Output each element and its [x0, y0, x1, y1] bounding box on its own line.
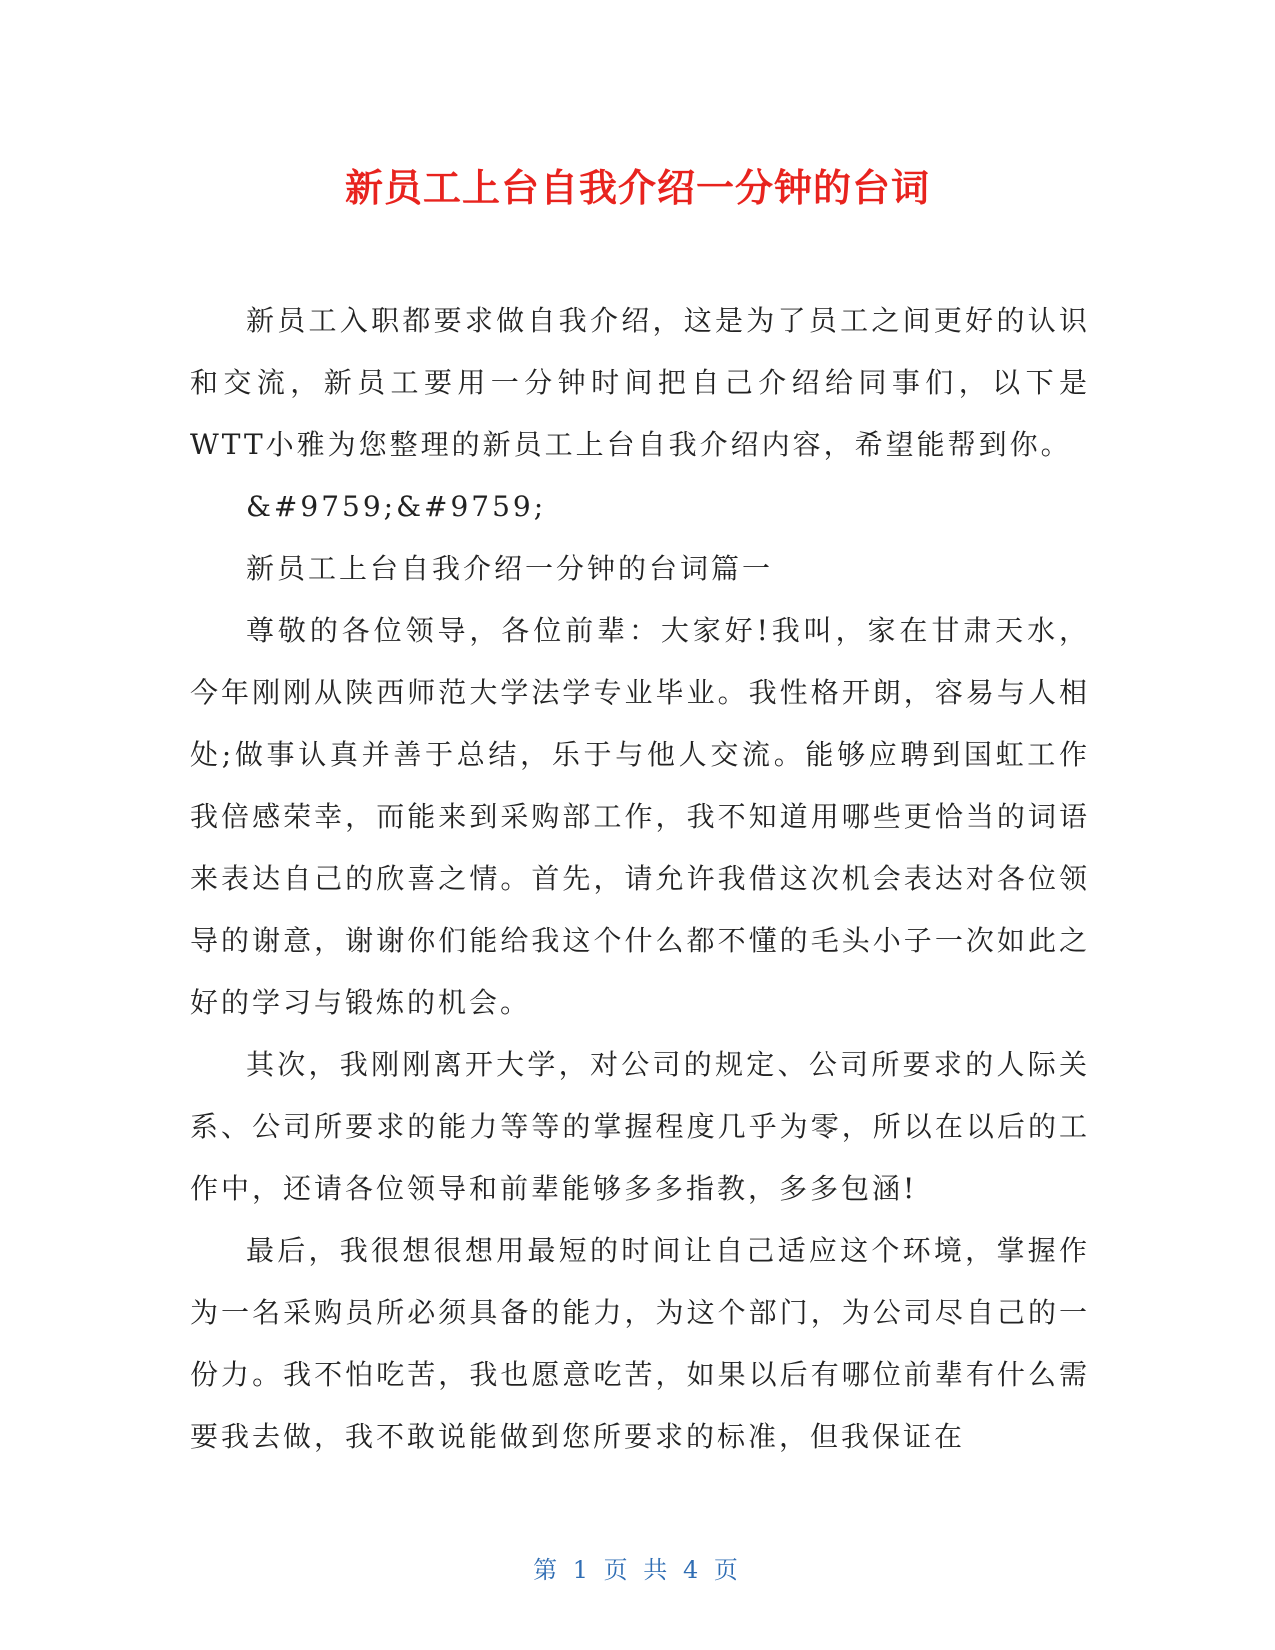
paragraph-intro: 新员工入职都要求做自我介绍，这是为了员工之间更好的认识和交流，新员工要用一分钟时间把自己介绍给同事们，以下是WTT小雅为您整理的新员工上台自我介绍内容，希望能帮到你。 — [190, 304, 1090, 461]
document-body — [190, 290, 1090, 1468]
paragraph-second: 其次，我刚刚离开大学，对公司的规定、公司所要求的人际关系、公司所要求的能力等等的掌握程度几乎为零，所以在以后的工作中，还请各位领导和前辈能够多多指教，多多包涵! — [190, 1048, 1090, 1205]
paragraph-entity-text: &#9759;&#9759; — [246, 490, 547, 523]
section-heading: 新员工上台自我介绍一分钟的台词篇一 — [246, 552, 774, 585]
paragraph-last: 最后，我很想很想用最短的时间让自己适应这个环境，掌握作为一名采购员所必须具备的能力，为这个部门，为公司尽自己的一份力。我不怕吃苦，我也愿意吃苦，如果以后有哪位前辈有什么需要我去做，我不敢说能做到您所要求的标准，但我保证在 — [190, 1234, 1090, 1453]
document-title: 新员工上台自我介绍一分钟的台词 — [344, 166, 930, 210]
page-number: 第 1 页 共 4 页 — [533, 1556, 742, 1584]
paragraph-greeting: 尊敬的各位领导，各位前辈：大家好!我叫，家在甘肃天水，今年刚刚从陕西师范大学法学专业毕业。我性格开朗，容易与人相处;做事认真并善于总结，乐于与他人交流。能够应聘到国虹工作我倍感荣幸，而能来到采购部工作，我不知道用哪些更恰当的词语来表达自己的欣喜之情。首先，请允许我借这次机会表达对各位领导的谢意，谢谢你们能给我这个什么都不懂的毛头小子一次如此之好的学习与锻炼的机会。 — [190, 614, 1090, 1019]
